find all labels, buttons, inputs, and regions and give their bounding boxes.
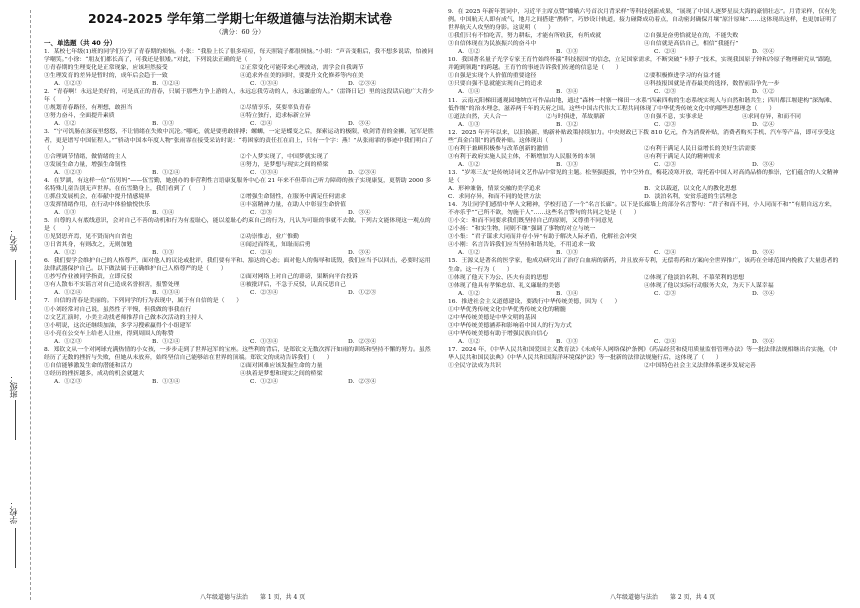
answer-choice[interactable]: B．①④ (556, 290, 579, 297)
right-column (448, 8, 840, 586)
answer-choice[interactable]: A．①③ (54, 209, 76, 216)
option-text: ①有利于兼顾积极参与改革创新的激情 (448, 145, 549, 152)
option-text: ①抓住发展机会，在奉献中提升情感境界 (44, 193, 151, 200)
answer-choices (448, 338, 840, 346)
question-item (44, 257, 436, 297)
option-row (44, 104, 436, 112)
school-field[interactable] (15, 528, 17, 568)
option-row (448, 314, 840, 322)
option-row (448, 80, 840, 88)
answer-choice[interactable]: D．②③④ (348, 169, 377, 176)
answer-choice[interactable]: B．①②④ (152, 338, 180, 345)
question-item (448, 298, 840, 346)
answer-choice[interactable]: B．①③ (152, 250, 175, 257)
option-row (44, 273, 436, 281)
option-text: ④求同存异，和而不同 (742, 113, 801, 120)
answer-choice[interactable]: D．③④ (348, 121, 371, 128)
option-text: ②面对网络上对自己的诽谤，果断向平台投诉 (240, 274, 358, 281)
question-item (448, 56, 840, 96)
option-row (448, 225, 840, 233)
answer-choice[interactable]: A．①②③ (54, 81, 82, 88)
answer-choices (44, 169, 436, 177)
option-text: ④有利于满足人民的精神需求 (644, 153, 721, 160)
option-text: ④努力，是梦想与现实之间的桥梁 (240, 161, 329, 168)
answer-choice[interactable]: D．①② (752, 89, 775, 96)
question-stem: 8．郑钦文从一个对网球充满热情的小女孩，一步步走到了世界冠军的宝座。这些利的背后，是郑钦文无数次挥汗如雨的训练和坚持不懈的努力。虽然经历了无数的挫折与失败，但她从未放弃，始终坚信自己能够站在世界的顶端。郑钦文的成功告诉我们（ ） (44, 346, 431, 361)
exam-subtitle: （满分：60 分） (215, 28, 265, 36)
right-question-list (448, 8, 840, 370)
option-text: ③经历的挫折越多，成功的机会就越大 (44, 370, 145, 377)
question-stem: 13．“岁寒三友”是传统诗词文艺作品中常见的主题。松坚强挺拔，竹中空外直，梅花凌寒开放，寄托着中国人对高尚品格的推崇，它们蕴含的人文精神是（ ） (448, 169, 839, 184)
section-heading: 一、单选题（共 40 分） (44, 39, 117, 47)
option-text: ④小刚：名言告诉我们应当坚持和谐共处，不用追求一致 (448, 242, 596, 249)
option-text: ③自强不息，实事求是 (644, 113, 703, 120)
answer-choice[interactable]: A．①② (458, 290, 480, 297)
answer-choice[interactable]: C．②③④ (250, 290, 279, 297)
option-text: ④丰富精神力量，在助人中彰显生命价值 (240, 201, 347, 208)
answer-choice[interactable]: C．②③ (250, 209, 273, 216)
answer-choice[interactable]: D．②③④ (348, 81, 377, 88)
option-row (44, 233, 436, 241)
option-text: ②自强是奋勇恰就是在的，不能失败 (644, 33, 739, 40)
answer-choice[interactable]: B．①③④ (152, 378, 180, 385)
answer-choices (44, 289, 436, 297)
option-text: ③体现了他具有孝悌忠信、礼义廉耻的美德 (448, 282, 560, 289)
left-column (44, 8, 436, 586)
option-text: ③小明说，这次还继续加油，多学习搜索赢得个小组建军 (44, 322, 192, 329)
question-stem: 1．某校七年级(1)班的同学们分享了青春期的烦恼。小张：“我脸上长了很多痘痘，每天照镜子都很烦恼。”小胡：“声音变粗后，我不想多说话，怕被同学嘲笑。”小徐：“朋友们都长高了，可我还是很矮。”对此，下列说法正确的是（ ） (44, 49, 434, 64)
option-row (44, 370, 436, 378)
answer-choices (44, 80, 436, 88)
answer-choice[interactable]: C．②③ (654, 121, 677, 128)
class-label: 班级： (9, 374, 18, 398)
question-item (448, 346, 840, 370)
option-text: ②尽情享乐，莫要辜负青春 (240, 105, 311, 112)
option-text: ③日省其身，有则改之，无则加勉 (44, 242, 133, 249)
option-text: ②文艺汇演时，小美主动找老师推荐自己做本次活动的主持人 (44, 314, 204, 321)
option-row (448, 145, 840, 153)
question-stem: 6．我们要学会维护自己的人格尊严，面对他人的议论或批评，我们要有平和、豁达的心态；面对他人的侮辱和诋毁，我们应当予以回击，必要时运用法律武器保护自己。以下做法属于正确维护自己人格尊严的是（ ） (44, 258, 431, 273)
option-text: ③小集：“君子谋求大同而并存小异”有助于解决人际矛盾，化解社会冲突 (448, 234, 637, 241)
question-item (448, 169, 840, 201)
option-text: ②中华传统美德是中华文明的基因 (448, 314, 537, 321)
question-item (448, 129, 840, 169)
exam-title: 2024-2025 学年第二学期七年级道德与法治期末试卷 (87, 11, 393, 26)
answer-choice[interactable]: A．①② (458, 250, 480, 257)
question-item (44, 88, 436, 128)
question-item (448, 97, 840, 129)
option-text: ①自强是实现个人价值的重要途径 (448, 73, 537, 80)
answer-choices (44, 209, 436, 217)
option-row (44, 314, 436, 322)
option-text: ①青春期的生理变化是正常现象，应该坦然接受 (44, 65, 168, 72)
question-stem: 4．在罗湖，有这样一位“伍男妈”——伍雪勤，她创办的非营利性言语康复服务中心在 21 年来不但带自己听力障碍的孩子实现康复，更帮助 2000 多名特殊儿童告别无声世界。在伍雪勤身上，我们看到了（ ） (44, 177, 432, 192)
answer-choices (448, 88, 840, 96)
answer-choice[interactable]: D．③④ (752, 49, 775, 56)
question-stem: 3．“宁可饥肠在深夜里悠悠，不让情绪在失败中沉沦。”哪吒，就是要勇敢拼搏；螺蛳，一定是蝶变之后，探索运动的极限，收剑背青的金狮，冠军是胜者，更是谱写中国征程人。”“骄动中国本年度人物”张雨霏在接受采访时说：“将困家的责任扛在肩上，只有一个字：燕！”从张雨霏的事迹中我们明白了（ ） (44, 129, 434, 152)
option-row (44, 241, 436, 249)
answer-choice[interactable]: B．①③ (556, 250, 579, 257)
question-stem: 9．在 2025 年新年贺词中，习近平主席点赞“嫦娥六号首次月背采样”等科技创新成果，“展现了中国人逐梦星辰大海的豪情壮志”。月背采样，仅有先例。中国航天人即有成气，地月之间搭建“鹊桥”，巧妙设计轨道，接力碰降成功着点，自动密封确保月壤“原汁原味”……这体现出这样，也更加证明了世界航天人攻坚的身影。这说明（ ） (448, 9, 838, 32)
answer-choice[interactable]: C．①②④ (250, 378, 279, 385)
option-text: ③发挥情绪作用，在行动中体验愉悦快乐 (44, 201, 151, 208)
option-row (44, 362, 436, 370)
option-text: ①道法自然，天人合一 (448, 113, 507, 120)
option-row (448, 40, 840, 48)
option-row (44, 330, 436, 338)
option-text: ②有利于满足人民日益增长的美好生活需要 (644, 145, 756, 152)
option-text: ③发展生命力量，增强生命韧性 (44, 161, 127, 168)
option-row (448, 330, 840, 338)
answer-choice[interactable]: C．②④ (250, 250, 273, 257)
question-stem: 12．2025 年开年以来，以旧换新、购新补贴政策持续加力。中央财政已下拨 810 亿元，作为消费补贴，消费者购买手机、汽车等产品，即可享受这些“真金白银”的消费补贴。这体现出（ ） (448, 129, 835, 144)
answer-choices (448, 249, 840, 257)
option-text: ④被批评后，不急于反驳，认真反思自己 (240, 282, 347, 289)
answer-choice[interactable]: D．③④ (348, 250, 371, 257)
answer-choice[interactable]: B．①②④ (152, 81, 180, 88)
question-stem: 15．王源义是著名的医学家，他成功研究出了治疗白血病的新药，并且放弃专利，无偿将药和方案向全世界推广，该药在全球范围内挽救了大量患者的生命。这一行为（ ） (448, 258, 839, 273)
page-footer-left: 八年级道德与法治 第 1 页，共 4 页 (200, 594, 306, 601)
option-text: ①小刘经常对自己说，虽然性子平慢，但我做的事我在行 (44, 306, 192, 313)
answer-choice[interactable]: D．②④ (752, 121, 775, 128)
option-text: D．淡泊名利，安贫乐道的生活理念 (644, 194, 738, 201)
option-row (448, 282, 840, 290)
answer-choice[interactable]: B．①③ (556, 49, 579, 56)
option-text: ③有人散布不实谣言对自己造成名誉损害，报警处理 (44, 282, 180, 289)
question-item (44, 128, 436, 176)
question-stem: 10．我国著名量子光学专家王育竹始终怀揣“科技报国”的信念，立足国家需求，不断突破“卡脖子”技术，实现我国原子钟和冷原子物理研究从“跟跑，并跑到领跑”的跨越。王育竹的事迹告诉我们传递的信息是（ ） (448, 57, 836, 72)
binding-margin (0, 0, 38, 608)
answer-choice[interactable]: C．②③ (654, 89, 677, 96)
option-row (448, 322, 840, 330)
answer-choice[interactable]: D．①②③ (348, 290, 377, 297)
answer-choices (44, 249, 436, 257)
option-text: ③有利于政府实施人民主体，不断增加为人民服务的本领 (448, 153, 596, 160)
answer-choice[interactable]: A．①②③ (54, 169, 82, 176)
answer-choice[interactable]: A．①②④ (54, 290, 82, 297)
answer-choice[interactable]: A．①③ (458, 121, 480, 128)
question-item (44, 346, 436, 386)
option-row (448, 193, 840, 201)
name-label: 姓名： (9, 228, 18, 252)
answer-choice[interactable]: D．③④ (348, 209, 371, 216)
option-text: ③只要自强不息就能实现自己的追求 (448, 81, 543, 88)
answer-choices (44, 120, 436, 128)
answer-choices (448, 161, 840, 169)
option-text: ④闻过而终礼，知耻而后勇 (240, 242, 311, 249)
question-stem: 16．推进社会主义道德建设，要践行中华传统美德，因为（ ） (448, 298, 621, 305)
answer-choice[interactable]: A．①④ (458, 89, 480, 96)
option-row (448, 185, 840, 193)
question-item (44, 217, 436, 257)
option-row (448, 217, 840, 225)
option-row (448, 241, 840, 249)
binding-dashed-line (30, 10, 31, 600)
option-text: ①抄写作业被同学指责，立即反驳 (44, 274, 133, 281)
option-row (448, 362, 840, 370)
option-text: ③自信体现在为民族振兴的奋斗中 (448, 41, 537, 48)
answer-choice[interactable]: C．②④ (654, 250, 677, 257)
answer-choices (448, 290, 840, 298)
option-text: ②与时俱进，革故鼎新 (546, 113, 605, 120)
option-text: ②功崇惟志，业广惟勤 (240, 234, 299, 241)
option-text: ③中华传统美德涵养和影响着中国人的行为方式 (448, 322, 572, 329)
answer-choice[interactable]: C．②③ (654, 161, 677, 168)
answer-choice[interactable]: B．①③ (556, 338, 579, 345)
answer-choices (44, 338, 436, 346)
answer-choices (448, 121, 840, 129)
option-text: ②小扬：“和实生物，同则不继”强调了事物的对立与统一 (448, 226, 596, 233)
answer-choice[interactable]: B．①② (556, 121, 579, 128)
option-row (44, 193, 436, 201)
option-text: ④自信就是高估自己，相信“我能行” (644, 41, 739, 48)
option-text: ①体现了他天下为公、匹夫有责的思想 (448, 274, 549, 281)
answer-choice[interactable]: B．①③ (152, 121, 175, 128)
answer-choice[interactable]: C．②④ (654, 49, 677, 56)
answer-choice[interactable]: D．②③④ (348, 338, 377, 345)
answer-choice[interactable]: B．①②④ (152, 169, 180, 176)
option-row (448, 153, 840, 161)
answer-choice[interactable]: D．③④ (752, 161, 775, 168)
option-text: ②正常变化可能带来心理波动，需学会自我调节 (240, 65, 364, 72)
option-text: ②面对困难应该发掘生命的力量 (240, 362, 323, 369)
answer-choice[interactable]: A．①② (458, 49, 480, 56)
answer-choice[interactable]: A．①② (458, 338, 480, 345)
option-text: ②个人梦实现了，中国梦就实现了 (240, 153, 329, 160)
question-stem: 11．云南元阳梯田通观园地纳宜可作品由地，通过“森林一村寨一梯田一水系”四素四构的生态系统实现人与自然和谐共生；四川都江堰建构“深淘滩、低作堰”的治水理念，滋养两千年的天府之国。这些中国古代伟大工程共同体现了中华优秀传统文化中的哪些思想理念（ ） (448, 97, 836, 112)
option-text: ③努力奋斗，全面提升素质 (44, 113, 115, 120)
option-row (44, 306, 436, 314)
option-row (44, 64, 436, 72)
answer-choice[interactable]: A．①② (54, 250, 76, 257)
page-footer-right: 八年级道德与法治 第 2 页，共 4 页 (610, 594, 716, 601)
answer-choices (44, 378, 436, 386)
option-row (448, 233, 840, 241)
answer-choice[interactable]: C．①③④ (250, 81, 279, 88)
answer-choice[interactable]: B．①③④ (152, 290, 180, 297)
answer-choices (448, 48, 840, 56)
question-stem: 17．2024 年，《中华人民共和国爱国主义教育法》《未成年人网络保护条例》《药品经营和使用质量监督管理办法》等一批法律法规相继出台实施，《中华人民共和国民法典》《中华人民共和国海洋环境保护法》等一批新的法律法规施行后，这体现了（ ） (448, 346, 838, 362)
question-item (448, 8, 840, 56)
answer-choice[interactable]: A．①②③ (54, 378, 82, 385)
option-text: ④追求外在美的同时，要提升文化修养等内在美 (240, 73, 364, 80)
option-text: ④体现了他以实际行动服务大众，为天下人谋幸福 (644, 282, 774, 289)
class-field[interactable] (15, 400, 17, 440)
option-text: C．求同存异，和而不同的处世方法 (448, 194, 541, 201)
answer-choice[interactable]: A．①② (54, 121, 76, 128)
option-text: ①规划青春路径，有理想，敢担当 (44, 105, 133, 112)
option-text: ④小亮在公交车上给老人让座，得到周围人的称赞 (44, 330, 174, 337)
question-item (44, 297, 436, 345)
question-item (44, 48, 436, 88)
option-row (448, 274, 840, 282)
option-row (448, 72, 840, 80)
school-label: 学校： (9, 500, 18, 524)
option-text: B．文以载道，以文化人的教化思想 (644, 186, 737, 193)
option-row (44, 72, 436, 80)
option-text: ④执着是梦想和现实之间的桥梁 (240, 370, 323, 377)
option-text: ①我们只有不怕吃苦，努力耕耘，才能有所收获，有所成就 (448, 33, 602, 40)
option-text: ①中华优秀传统文化中华优秀传统文化的精髓 (448, 306, 566, 313)
answer-choice[interactable]: C．①③④ (250, 338, 279, 345)
answer-choice[interactable]: C．②③ (654, 290, 677, 297)
answer-choice[interactable]: A．①②③ (54, 338, 82, 345)
question-item (44, 177, 436, 217)
option-row (44, 153, 436, 161)
question-stem: 2．“青春啊！永远是美好的，可是真正的青春，只属于那些力争上游的人，永远忘我劳动的人，永远谦虚的人。”（雷锋日记）里的这段话启迪广大青少年（ ） (44, 89, 434, 104)
option-row (44, 281, 436, 289)
option-text: ②要积极修进学习的有益才能 (644, 73, 721, 80)
option-text: ①小文：和而不同要求我们既坚持自己的原则，又尊重不同意见 (448, 218, 613, 225)
option-text: ①合理调节情绪，做情绪的主人 (44, 153, 127, 160)
question-item (448, 201, 840, 257)
option-text: ①自信能够激发生命的潜能和活力 (44, 362, 133, 369)
option-row (44, 112, 436, 120)
option-row (448, 306, 840, 314)
option-row (44, 161, 436, 169)
option-row (448, 113, 840, 121)
option-text: ③生理发育的差异是暂时的，成年后会趋于一致 (44, 73, 168, 80)
answer-choice[interactable]: D．③④ (752, 250, 775, 257)
answer-choice[interactable]: B．①④ (152, 209, 175, 216)
option-row (44, 322, 436, 330)
answer-choice[interactable]: D．②③④ (348, 378, 377, 385)
option-text: ①全民守法成为共识 (448, 363, 502, 370)
question-stem: 5．自尊的人有底线意识，会对自己不善的动机和行为有羞耻心，能以羞耻心约束自己的行为，凡认为可耻的事就不去做。下列古文能体现这一观点的是（ ） (44, 217, 431, 233)
answer-choice[interactable]: C．①③④ (250, 169, 279, 176)
option-row (44, 201, 436, 209)
question-stem: 14．为让同学们感悟中华人文精神，学校打造了一个“名言长廊”。以下是长廊墙上的部分名言警句：“君子和而不同，小人同而不和”“有朋自远方来，不亦乐乎”“己所不欲，勿施于人”……这些名言警句的共同之处是（ ） (448, 202, 836, 217)
left-question-list (44, 48, 436, 386)
answer-choice[interactable]: A．①② (458, 161, 480, 168)
option-text: ④中华传统美德有助于增强民族自信心 (448, 330, 549, 337)
answer-choice[interactable]: D．③④ (752, 338, 775, 345)
option-text: ②中国特色社会主义法律体系逐步发展完善 (644, 363, 756, 370)
question-stem: 7．自信的青春是美丽的。下列同学的行为表现中，属于有自信的是（ ） (44, 298, 243, 305)
name-field[interactable] (15, 260, 17, 300)
option-text: A．形神兼备，情景交融的美学追求 (448, 186, 541, 193)
answer-choice[interactable]: B．①③ (556, 161, 579, 168)
option-text: ①见贤思齐焉，见不贤而内自省也 (44, 234, 133, 241)
answer-choice[interactable]: C．②④ (654, 338, 677, 345)
answer-choice[interactable]: D．③④ (752, 290, 775, 297)
answer-choice[interactable]: C．②④ (250, 121, 273, 128)
option-text: ④特立独行，追求标新立异 (240, 113, 311, 120)
option-text: ④科技报国就是青春最美的选择，数智前沿争先一步 (644, 81, 780, 88)
option-text: ②体现了他淡泊名利、不慕荣利的思想 (644, 274, 745, 281)
option-row (448, 32, 840, 40)
option-text: ②增强生命韧性，在服务中满足任何需求 (240, 193, 347, 200)
question-item (448, 257, 840, 297)
answer-choice[interactable]: B．③④ (556, 89, 579, 96)
